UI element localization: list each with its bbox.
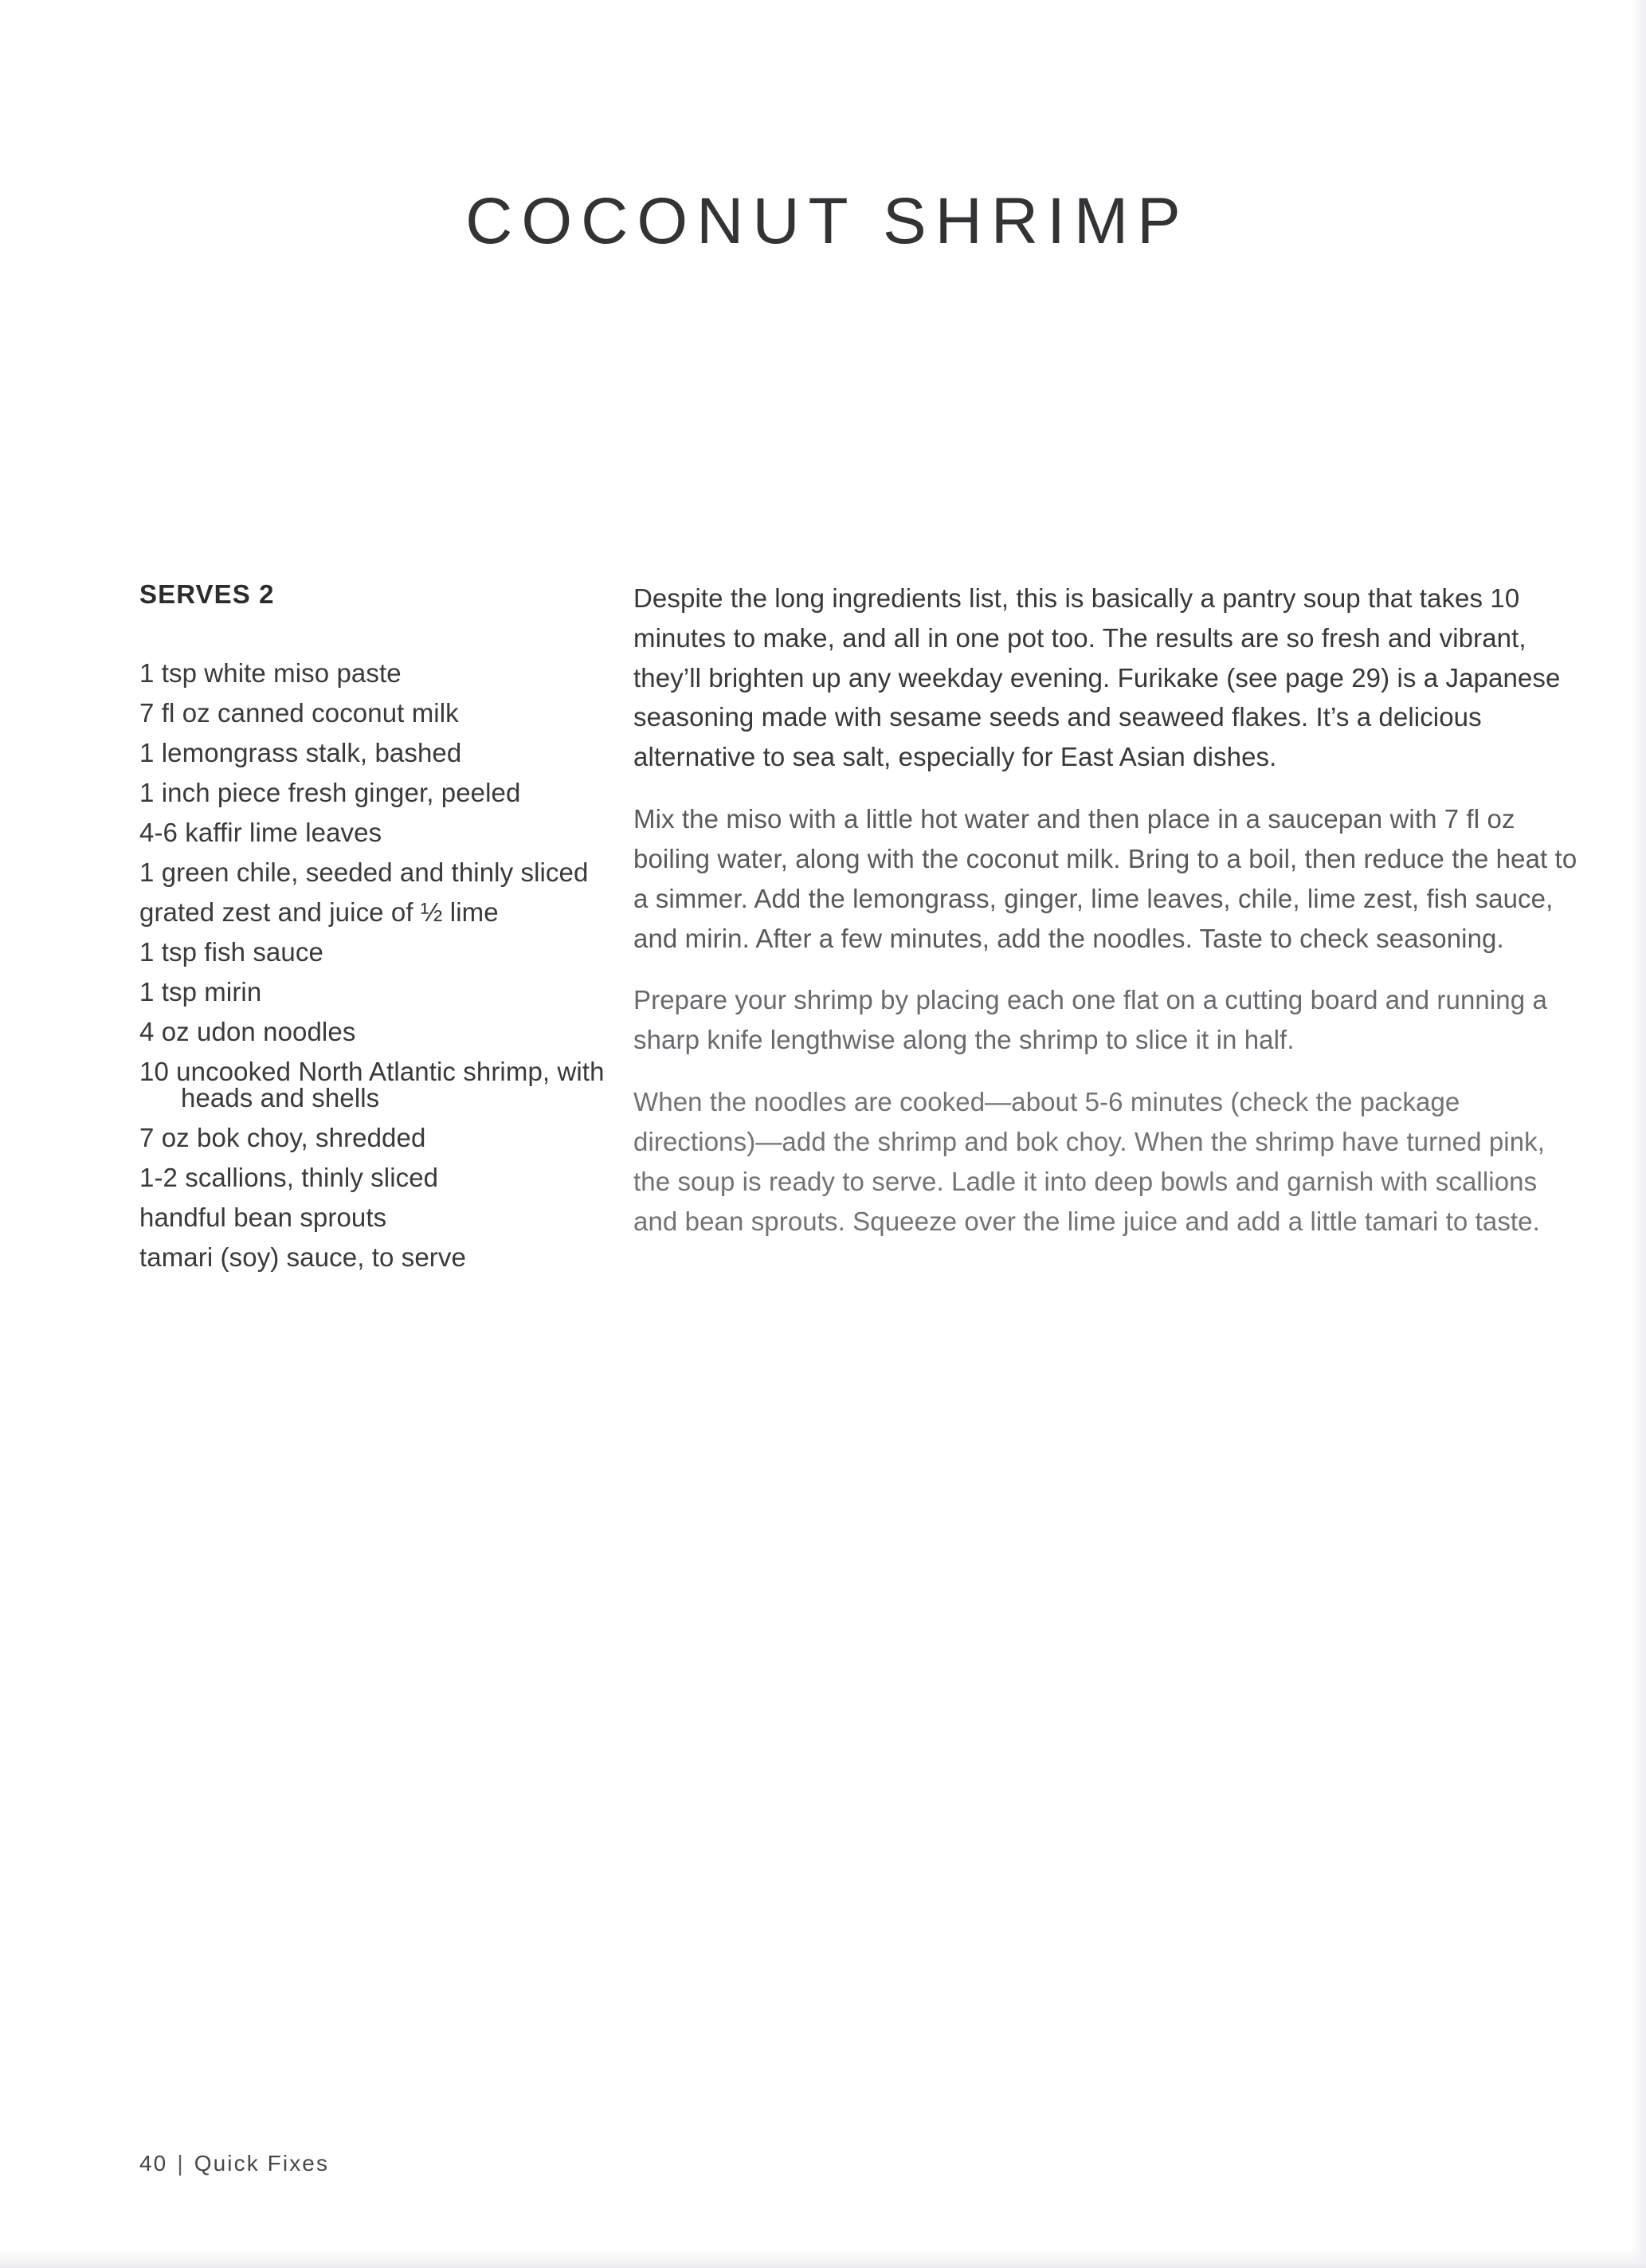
ingredients-list: [139, 657, 605, 1272]
intro-paragraph: Despite the long ingredients list, this is basically a pantry soup that takes 10 minutes to make, and all in one pot too. The results are so fresh and vibrant, they’ll brighten up any weekday evening. Furikake (see page 29) is a Japanese seasoning made with sesame seeds and seaweed flakes. It’s a delicious alternative to sea salt, especially for East Asian dishes.: [633, 583, 1561, 772]
page-footer: [139, 2151, 329, 2176]
serves-heading: SERVES 2: [139, 579, 275, 609]
method-paragraph: Mix the miso with a little hot water and then place in a saucepan with 7 fl oz boiling water, along with the coconut milk. Bring to a boil, then reduce the heat to a simmer. Add the lemongrass, ginger, lime leaves, chile, lime zest, fish sauce, and mirin. After a few minutes, add the noodles. Taste to check seasoning.: [633, 804, 1577, 953]
method-paragraph: When the noodles are cooked—about 5-6 minutes (check the package directions)—add the shrimp and bok choy. When the shrimp have turned pink, the soup is ready to serve. Ladle it into deep bowls and garnish with scallions and bean sprouts. Squeeze over the lime juice and add a little tamari to taste.: [633, 1087, 1546, 1236]
ingredients-column: [139, 579, 605, 1284]
ingredient-item: 7 oz bok choy, shredded: [139, 1122, 426, 1152]
footer-separator: |: [177, 2151, 185, 2176]
ingredient-item: 4-6 kaffir lime leaves: [139, 817, 382, 847]
ingredient-item: 1 green chile, seeded and thinly sliced: [139, 857, 589, 887]
method-column: [633, 579, 1577, 1263]
ingredient-item: tamari (soy) sauce, to serve: [139, 1242, 466, 1272]
page-title: COCONUT SHRIMP: [465, 184, 1189, 257]
ingredient-item: 1 tsp white miso paste: [139, 657, 402, 688]
ingredient-item: grated zest and juice of ½ lime: [139, 897, 499, 927]
ingredient-item: 10 uncooked North Atlantic shrimp, with heads and shells: [139, 1056, 605, 1112]
ingredient-item: 1 inch piece fresh ginger, peeled: [139, 777, 521, 807]
ingredient-item: 1 tsp fish sauce: [139, 936, 323, 967]
ingredient-item: handful bean sprouts: [139, 1202, 387, 1232]
ingredient-item: 1-2 scallions, thinly sliced: [139, 1162, 439, 1192]
scan-edge-bottom: [0, 2247, 1646, 2268]
footer-page-number: 40: [139, 2151, 168, 2176]
ingredient-item: 4 oz udon noodles: [139, 1016, 356, 1046]
method-paragraph: Prepare your shrimp by placing each one flat on a cutting board and running a sharp knife lengthwise along the shrimp to slice it in half.: [633, 985, 1547, 1055]
page-columns: [0, 579, 1646, 1535]
ingredient-item: 7 fl oz canned coconut milk: [139, 697, 459, 728]
ingredient-item: 1 lemongrass stalk, bashed: [139, 737, 462, 767]
footer-chapter-name: Quick Fixes: [194, 2151, 330, 2176]
ingredient-item: 1 tsp mirin: [139, 976, 262, 1006]
